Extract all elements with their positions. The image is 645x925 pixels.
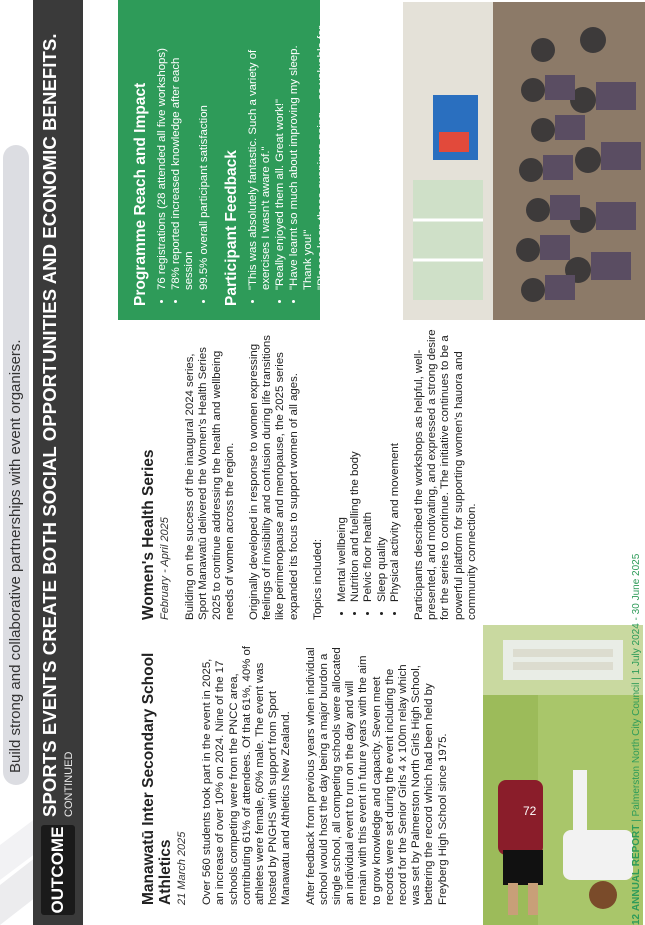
athletics-paragraph: After feedback from previous years when individual school would host the day being a major burdon a single school, all competing schools were allocated an individual event to run on the day and will remain with this event in future years with the aim to grow knowledge and capacity. Seven meet records were set during the event including the record for the Senior Girls 4 x 100m relay which was set by Palmerston North Girls High School, bettering the record which had been held by Freyberg High School since 1975. bbox=[304, 647, 449, 905]
banner-title: SPORTS EVENTS CREATE BOTH SOCIAL OPPORTUNITIES AND ECONOMIC BENEFITS. bbox=[39, 33, 60, 817]
feedback-title: Participant Feedback bbox=[222, 150, 240, 306]
reach-title: Programme Reach and Impact bbox=[132, 82, 149, 306]
womens-health-section bbox=[140, 325, 490, 620]
feedback-list bbox=[247, 24, 342, 306]
womens-paragraph: Building on the success of the inaugural 2024 series, Sport Manawatū delivered the Women's Health Series 2025 to continue addressing the health and wellbeing needs of women across the region. bbox=[184, 347, 236, 620]
athletics-date: 21 March 2025 bbox=[176, 831, 188, 905]
athletics-paragraph: Over 560 students took part in the event in 2025, an increase of over 10% on 2024. Nine of the 17 schools competing were from the PNCC area, contributing 61% of attendees. Of that 61%, 40% of athletes were female, 60% male. The event was hosted by PNGHS with support from Sport Manawatu and Athletics New Zealand. bbox=[201, 646, 293, 905]
outcome-badge: OUTCOME 2 bbox=[41, 825, 75, 915]
banner-subtitle: CONTINUED bbox=[63, 751, 75, 817]
workshop-photo bbox=[403, 0, 645, 320]
athletics-section bbox=[140, 643, 461, 905]
topics-intro: Topics included: bbox=[311, 538, 324, 620]
reach-item: • 76 registrations (28 attended all five workshops) bbox=[156, 24, 169, 290]
reach-item: • 99.5% overall participant satisfaction bbox=[198, 24, 211, 290]
topic-item: • Nutrition and fuelling the body bbox=[349, 325, 362, 602]
feedback-item: • "Really enjoyed them all. Great work!" bbox=[274, 24, 287, 290]
page-number: 12 bbox=[631, 913, 642, 925]
topics-list bbox=[336, 325, 402, 620]
feedback-item: • "Have learnt so much about improving my sleep. Thank you!" bbox=[288, 24, 314, 290]
svg-text:72: 72 bbox=[523, 804, 537, 818]
topic-item: • Sleep quality bbox=[376, 325, 389, 602]
athletics-title: Manawatū Inter Secondary School Athletics bbox=[140, 652, 174, 905]
womens-closing: Participants described the workshops as helpful, well-presented, and motivating, and expressed a strong desire for the series to continue. The initiative continues to be a powerful platform for supporting women's hauora and community connection. bbox=[413, 329, 478, 620]
topic-item: • Mental wellbeing bbox=[336, 325, 349, 602]
feedback-item: • "Please keep these evenings going – so valuable for women's health." bbox=[316, 24, 342, 290]
womens-date: February - April 2025 bbox=[159, 517, 171, 620]
impact-panel bbox=[118, 0, 342, 320]
tagline: Build strong and collaborative partnerships with event organisers. bbox=[3, 145, 29, 785]
topic-item: • Physical activity and movement bbox=[389, 325, 402, 602]
womens-paragraph: Originally developed in response to women expressing feelings of invisibility and confusion during life transitions like perimenopause and menopause, the 2025 series expanded its focus to support women of all ages. bbox=[248, 335, 300, 620]
outcome-banner bbox=[33, 0, 101, 925]
reach-item: • 78% reported increased knowledge after each session bbox=[170, 24, 196, 290]
reach-list bbox=[156, 24, 211, 306]
feedback-item: • "This was absolutely fantastic. Such a variety of exercises I wasn't aware of." bbox=[247, 24, 273, 290]
womens-title: Women's Health Series bbox=[140, 449, 157, 620]
footer-label: ANNUAL REPORT bbox=[631, 824, 642, 912]
page-footer bbox=[631, 554, 642, 925]
athletics-photo bbox=[483, 625, 645, 925]
footer-text: | Palmerston North City Council | 1 July 2024 - 30 June 2025 bbox=[631, 553, 642, 825]
topic-item: • Pelvic floor health bbox=[362, 325, 375, 602]
